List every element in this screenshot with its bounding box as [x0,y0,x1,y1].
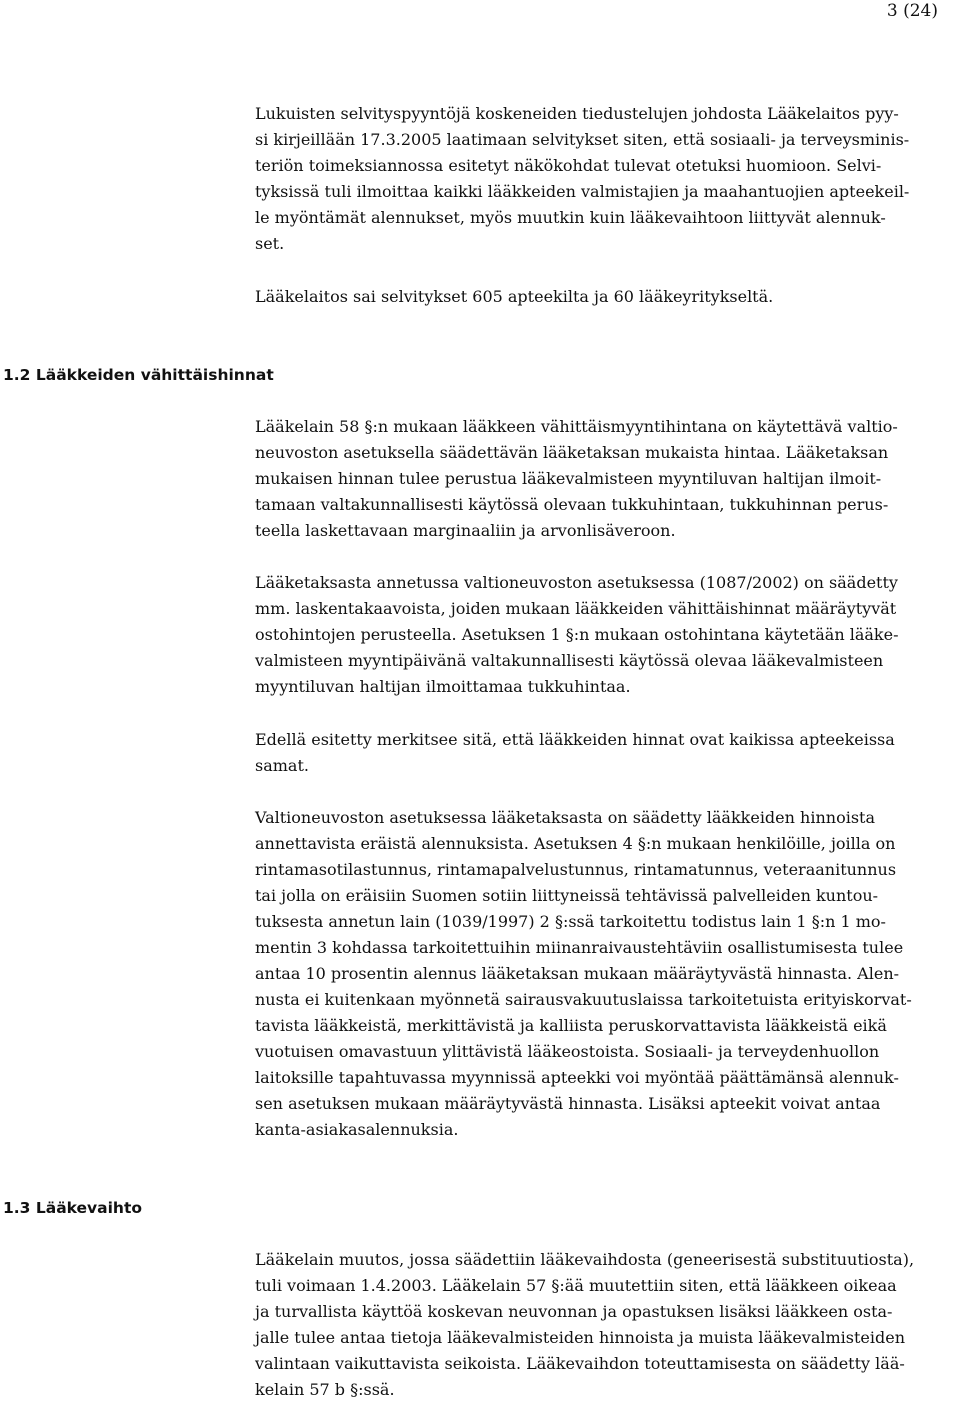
text-line: nusta ei kuitenkaan myönnetä sairausvakuutuslaissa tarkoitetuista erityiskorvat- [255,990,912,1009]
text-line: jalle tulee antaa tietoja lääkevalmisteiden hinnoista ja muista lääkevalmisteiden [255,1328,906,1347]
text-line: laitoksille tapahtuvassa myynnissä apteekki voi myöntää päättämänsä alennuk- [255,1068,899,1087]
text-line: ostohintojen perusteella. Asetuksen 1 §:n mukaan ostohintana käytetään lääke- [255,625,899,644]
text-line: si kirjeillään 17.3.2005 laatimaan selvitykset siten, että sosiaali- ja terveysminis- [255,130,910,149]
text-line: rintamasotilastunnus, rintamapalvelustunnus, rintamatunnus, veteraanitunnus [255,860,897,879]
text-line: Lääkelain 58 §:n mukaan lääkkeen vähittäismyyntihintana on käytettävä valtio- [255,417,898,436]
paragraph-survey-request [255,101,953,257]
text-line: set. [255,234,285,253]
text-line: tai jolla on eräisiin Suomen sotiin liittyneissä tehtävissä palvelleiden kuntou- [255,886,879,905]
text-line: tuksesta annetun lain (1039/1997) 2 §:ssä tarkoitettu todistus lain 1 §:n 1 mo- [255,912,886,931]
text-line: annettavista eräistä alennuksista. Asetuksen 4 §:n mukaan henkilöille, joilla on [255,834,896,853]
text-line: valmisteen myyntipäivänä valtakunnallisesti käytössä olevaa lääkevalmisteen [255,651,884,670]
text-line: Lääkelaitos sai selvitykset 605 apteekilta ja 60 lääkeyritykseltä. [255,287,774,306]
text-line: valintaan vaikuttavista seikoista. Lääkevaihdon toteuttamisesta on säädetty lää- [255,1354,905,1373]
text-line: ja turvallista käyttöä koskevan neuvonnan ja opastuksen lisäksi lääkkeen osta- [255,1302,893,1321]
section-heading-substitution: 1.3 Lääkevaihto [3,1199,143,1217]
text-line: myyntiluvan haltijan ilmoittamaa tukkuhintaa. [255,677,631,696]
text-line: tuli voimaan 1.4.2003. Lääkelain 57 §:ää muutettiin siten, että lääkkeen oikeaa [255,1276,897,1295]
text-line: le myöntämät alennukset, myös muutkin kuin lääkevaihtoon liittyvät alennuk- [255,208,886,227]
text-line: Lääketaksasta annetussa valtioneuvoston asetuksessa (1087/2002) on säädetty [255,573,898,592]
paragraph-same-prices [255,727,953,779]
text-line: mentin 3 kohdassa tarkoitettuihin miinanraivaustehtäviin osallistumisesta tulee [255,938,904,957]
text-line: sen asetuksen mukaan määräytyvästä hinnasta. Lisäksi apteekit voivat antaa [255,1094,881,1113]
text-line: tyksissä tuli ilmoittaa kaikki lääkkeiden valmistajien ja maahantuojien apteekeil- [255,182,910,201]
text-line: mm. laskentakaavoista, joiden mukaan lääkkeiden vähittäishinnat määräytyvät [255,599,897,618]
text-line: Lukuisten selvityspyyntöjä koskeneiden tiedustelujen johdosta Lääkelaitos pyy- [255,104,899,123]
paragraph-substitution-law [255,1247,953,1403]
text-line: kelain 57 b §:ssä. [255,1380,395,1399]
text-line: antaa 10 prosentin alennus lääketaksan mukaan määräytyvästä hinnasta. Alen- [255,964,900,983]
paragraph-survey-results [255,284,953,310]
text-line: kanta-asiakasalennuksia. [255,1120,459,1139]
paragraph-tariff-decree [255,570,953,700]
text-line: vuotuisen omavastuun ylittävistä lääkeostoista. Sosiaali- ja terveydenhuollon [255,1042,880,1061]
text-line: Valtioneuvoston asetuksessa lääketaksasta on säädetty lääkkeiden hinnoista [255,808,875,827]
text-line: tamaan valtakunnallisesti käytössä olevaan tukkuhintaan, tukkuhinnan perus- [255,495,889,514]
text-line: samat. [255,756,309,775]
paragraph-discounts [255,805,953,1143]
text-line: Lääkelain muutos, jossa säädettiin lääkevaihdosta (geneerisestä substituutiosta), [255,1250,915,1269]
section-heading-retail-prices: 1.2 Lääkkeiden vähittäishinnat [3,366,274,384]
text-line: tavista lääkkeistä, merkittävistä ja kalliista peruskorvattavista lääkkeistä eikä [255,1016,887,1035]
text-line: Edellä esitetty merkitsee sitä, että lääkkeiden hinnat ovat kaikissa apteekeissa [255,730,895,749]
text-line: neuvoston asetuksella säädettävän lääketaksan mukaista hintaa. Lääketaksan [255,443,889,462]
text-line: mukaisen hinnan tulee perustua lääkevalmisteen myyntiluvan haltijan ilmoit- [255,469,882,488]
page-number: 3 (24) [886,1,938,21]
text-line: teriön toimeksiannossa esitetyt näkökohdat tulevat otetuksi huomioon. Selvi- [255,156,882,175]
text-line: teella laskettavaan marginaaliin ja arvonlisäveroon. [255,521,676,540]
paragraph-retail-price-law [255,414,953,544]
